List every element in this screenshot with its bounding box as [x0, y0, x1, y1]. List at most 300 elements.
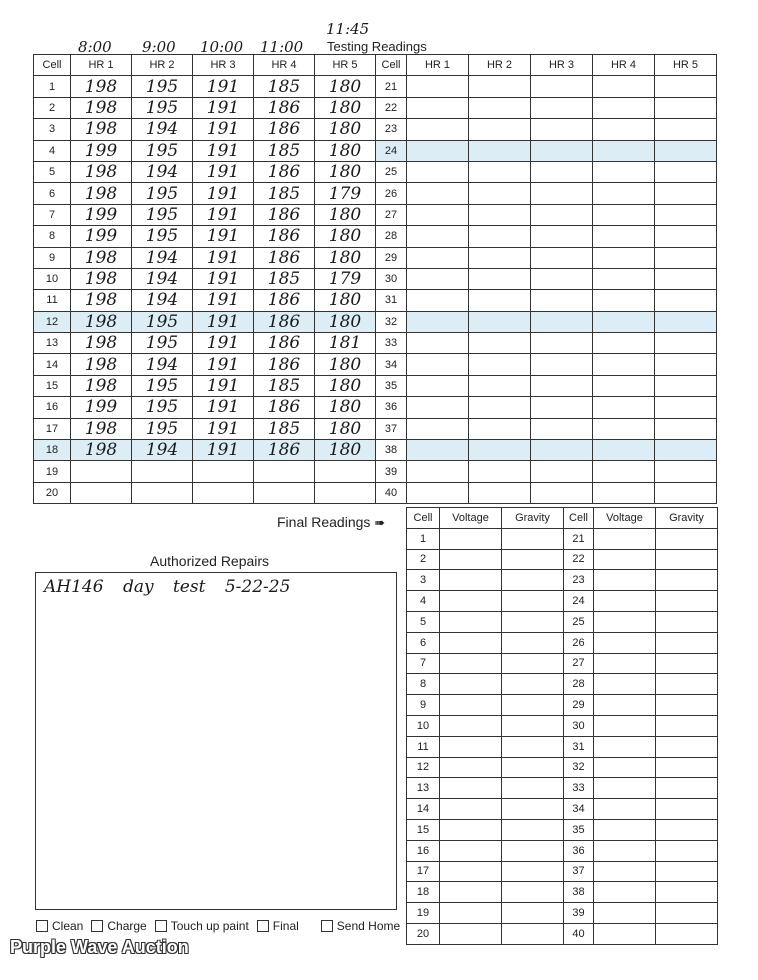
reading-value[interactable] [593, 333, 655, 354]
reading-value[interactable]: 180 [315, 290, 376, 311]
reading-value[interactable] [593, 375, 655, 396]
reading-value[interactable] [407, 354, 469, 375]
gravity-value[interactable] [502, 923, 564, 944]
cell-number: 12 [34, 311, 71, 332]
reading-value[interactable] [655, 97, 717, 118]
gravity-value[interactable] [656, 840, 718, 861]
reading-value[interactable] [407, 397, 469, 418]
reading-value[interactable] [593, 119, 655, 140]
reading-value[interactable] [655, 375, 717, 396]
reading-value[interactable]: 185 [254, 76, 315, 97]
reading-value[interactable]: 198 [71, 333, 132, 354]
reading-value[interactable] [593, 97, 655, 118]
cell-number: 2 [407, 549, 440, 570]
reading-value[interactable] [593, 247, 655, 268]
reading-value[interactable] [407, 482, 469, 503]
reading-value[interactable] [407, 268, 469, 289]
reading-value[interactable] [531, 204, 593, 225]
reading-value[interactable] [254, 461, 315, 482]
reading-value[interactable] [531, 119, 593, 140]
time-label-4: 11:00 [260, 38, 304, 56]
voltage-value[interactable] [594, 715, 656, 736]
reading-value[interactable] [593, 354, 655, 375]
gravity-value[interactable] [656, 778, 718, 799]
reading-value[interactable]: 195 [132, 418, 193, 439]
reading-value[interactable]: 186 [254, 97, 315, 118]
gravity-value[interactable] [502, 591, 564, 612]
reading-value[interactable] [593, 204, 655, 225]
reading-value[interactable]: 191 [193, 76, 254, 97]
gravity-value[interactable] [502, 611, 564, 632]
reading-value[interactable]: 191 [193, 440, 254, 461]
voltage-value[interactable] [594, 799, 656, 820]
reading-value[interactable] [469, 161, 531, 182]
reading-value[interactable] [655, 226, 717, 247]
reading-value[interactable]: 191 [193, 418, 254, 439]
reading-value[interactable] [469, 482, 531, 503]
reading-value[interactable]: 198 [71, 161, 132, 182]
voltage-value[interactable] [594, 757, 656, 778]
gravity-value[interactable] [656, 736, 718, 757]
reading-value[interactable] [407, 418, 469, 439]
reading-value[interactable] [469, 397, 531, 418]
gravity-value[interactable] [502, 570, 564, 591]
voltage-value[interactable] [440, 861, 502, 882]
reading-value[interactable] [593, 311, 655, 332]
reading-value[interactable] [407, 76, 469, 97]
reading-value[interactable]: 198 [71, 290, 132, 311]
reading-value[interactable]: 180 [315, 354, 376, 375]
reading-value[interactable]: 198 [71, 268, 132, 289]
reading-value[interactable]: 180 [315, 140, 376, 161]
reading-value[interactable] [593, 268, 655, 289]
reading-value[interactable] [71, 461, 132, 482]
voltage-value[interactable] [440, 632, 502, 653]
cell-number: 20 [407, 923, 440, 944]
gravity-value[interactable] [502, 549, 564, 570]
reading-value[interactable] [407, 140, 469, 161]
reading-value[interactable]: 194 [132, 161, 193, 182]
gravity-value[interactable] [656, 695, 718, 716]
reading-value[interactable]: 191 [193, 140, 254, 161]
voltage-value[interactable] [440, 674, 502, 695]
reading-value[interactable] [531, 482, 593, 503]
gravity-value[interactable] [656, 819, 718, 840]
reading-value[interactable] [407, 97, 469, 118]
reading-value[interactable] [531, 397, 593, 418]
reading-value[interactable] [655, 268, 717, 289]
voltage-value[interactable] [440, 611, 502, 632]
reading-value[interactable]: 199 [71, 397, 132, 418]
voltage-value[interactable] [594, 528, 656, 549]
reading-value[interactable] [531, 354, 593, 375]
table-row [34, 482, 717, 503]
reading-value[interactable]: 194 [132, 354, 193, 375]
reading-value[interactable] [469, 418, 531, 439]
cell-number: 5 [34, 161, 71, 182]
reading-value[interactable]: 198 [71, 311, 132, 332]
checkbox-icon[interactable] [321, 920, 333, 932]
reading-value[interactable]: 198 [71, 418, 132, 439]
voltage-value[interactable] [440, 840, 502, 861]
gravity-value[interactable] [502, 799, 564, 820]
gravity-value[interactable] [656, 882, 718, 903]
gravity-value[interactable] [502, 778, 564, 799]
reading-value[interactable] [407, 247, 469, 268]
voltage-value[interactable] [594, 674, 656, 695]
reading-value[interactable]: 191 [193, 247, 254, 268]
reading-value[interactable]: 198 [71, 375, 132, 396]
reading-value[interactable]: 195 [132, 375, 193, 396]
voltage-value[interactable] [440, 591, 502, 612]
voltage-value[interactable] [440, 549, 502, 570]
reading-value[interactable]: 180 [315, 226, 376, 247]
reading-value[interactable]: 198 [71, 97, 132, 118]
reading-value[interactable] [469, 268, 531, 289]
reading-value[interactable]: 191 [193, 268, 254, 289]
reading-value[interactable]: 198 [71, 354, 132, 375]
reading-value[interactable] [407, 226, 469, 247]
gravity-value[interactable] [502, 674, 564, 695]
reading-value[interactable]: 194 [132, 247, 193, 268]
voltage-value[interactable] [440, 799, 502, 820]
reading-value[interactable] [593, 482, 655, 503]
reading-value[interactable] [407, 119, 469, 140]
reading-value[interactable]: 194 [132, 440, 193, 461]
reading-value[interactable]: 186 [254, 204, 315, 225]
reading-value[interactable] [655, 333, 717, 354]
reading-value[interactable]: 186 [254, 311, 315, 332]
reading-value[interactable] [655, 140, 717, 161]
voltage-value[interactable] [594, 549, 656, 570]
reading-value[interactable]: 198 [71, 76, 132, 97]
reading-value[interactable] [655, 247, 717, 268]
reading-value[interactable]: 195 [132, 183, 193, 204]
reading-value[interactable] [469, 119, 531, 140]
gravity-value[interactable] [502, 840, 564, 861]
reading-value[interactable] [531, 268, 593, 289]
voltage-value[interactable] [594, 570, 656, 591]
gravity-value[interactable] [502, 861, 564, 882]
reading-value[interactable]: 191 [193, 375, 254, 396]
reading-value[interactable]: 194 [132, 290, 193, 311]
gravity-value[interactable] [656, 923, 718, 944]
reading-value[interactable] [469, 354, 531, 375]
voltage-value[interactable] [440, 695, 502, 716]
gravity-value[interactable] [656, 653, 718, 674]
reading-value[interactable] [254, 482, 315, 503]
gravity-value[interactable] [656, 715, 718, 736]
reading-value[interactable]: 180 [315, 397, 376, 418]
reading-value[interactable] [407, 311, 469, 332]
reading-value[interactable]: 198 [71, 119, 132, 140]
checkbox-icon[interactable] [91, 920, 103, 932]
reading-value[interactable] [655, 397, 717, 418]
reading-value[interactable] [531, 333, 593, 354]
gravity-value[interactable] [656, 528, 718, 549]
reading-value[interactable]: 186 [254, 440, 315, 461]
reading-value[interactable]: 185 [254, 375, 315, 396]
reading-value[interactable] [593, 161, 655, 182]
reading-value[interactable]: 186 [254, 226, 315, 247]
gravity-value[interactable] [502, 695, 564, 716]
voltage-value[interactable] [594, 819, 656, 840]
reading-value[interactable] [531, 226, 593, 247]
reading-value[interactable]: 179 [315, 268, 376, 289]
reading-value[interactable] [531, 76, 593, 97]
reading-value[interactable] [469, 440, 531, 461]
reading-value[interactable]: 180 [315, 440, 376, 461]
reading-value[interactable] [593, 290, 655, 311]
voltage-value[interactable] [594, 840, 656, 861]
voltage-value[interactable] [440, 736, 502, 757]
reading-value[interactable] [531, 461, 593, 482]
voltage-value[interactable] [440, 882, 502, 903]
reading-value[interactable]: 198 [71, 247, 132, 268]
reading-value[interactable] [407, 333, 469, 354]
gravity-value[interactable] [502, 819, 564, 840]
reading-value[interactable]: 180 [315, 161, 376, 182]
reading-value[interactable] [469, 226, 531, 247]
reading-value[interactable]: 186 [254, 290, 315, 311]
reading-value[interactable] [593, 76, 655, 97]
checkbox-touch-up-paint[interactable] [155, 919, 249, 933]
voltage-value[interactable] [440, 819, 502, 840]
voltage-value[interactable] [440, 923, 502, 944]
gravity-value[interactable] [502, 715, 564, 736]
reading-value[interactable] [407, 161, 469, 182]
gravity-value[interactable] [502, 528, 564, 549]
reading-value[interactable] [469, 461, 531, 482]
voltage-value[interactable] [440, 715, 502, 736]
reading-value[interactable]: 191 [193, 354, 254, 375]
voltage-value[interactable] [594, 903, 656, 924]
reading-value[interactable]: 179 [315, 183, 376, 204]
reading-value[interactable]: 191 [193, 397, 254, 418]
reading-value[interactable]: 199 [71, 226, 132, 247]
reading-value[interactable] [469, 333, 531, 354]
voltage-value[interactable] [440, 570, 502, 591]
table-row [407, 840, 718, 861]
voltage-value[interactable] [594, 632, 656, 653]
reading-value[interactable]: 191 [193, 97, 254, 118]
reading-value[interactable] [469, 247, 531, 268]
reading-value[interactable]: 186 [254, 354, 315, 375]
reading-value[interactable] [469, 140, 531, 161]
reading-value[interactable] [469, 204, 531, 225]
reading-value[interactable]: 194 [132, 268, 193, 289]
reading-value[interactable] [531, 440, 593, 461]
reading-value[interactable] [407, 204, 469, 225]
reading-value[interactable]: 191 [193, 333, 254, 354]
reading-value[interactable] [407, 461, 469, 482]
reading-value[interactable] [655, 183, 717, 204]
reading-value[interactable] [315, 461, 376, 482]
authorized-repairs-box[interactable] [35, 572, 397, 910]
reading-value[interactable]: 195 [132, 97, 193, 118]
gravity-value[interactable] [656, 591, 718, 612]
gravity-value[interactable] [502, 653, 564, 674]
reading-value[interactable] [132, 461, 193, 482]
voltage-value[interactable] [594, 778, 656, 799]
reading-value[interactable] [655, 354, 717, 375]
reading-value[interactable] [531, 183, 593, 204]
reading-value[interactable] [469, 311, 531, 332]
reading-value[interactable]: 181 [315, 333, 376, 354]
gravity-value[interactable] [656, 861, 718, 882]
gravity-value[interactable] [502, 903, 564, 924]
reading-value[interactable]: 195 [132, 226, 193, 247]
voltage-value[interactable] [594, 611, 656, 632]
voltage-value[interactable] [594, 923, 656, 944]
reading-value[interactable] [193, 482, 254, 503]
reading-value[interactable]: 180 [315, 375, 376, 396]
checkbox-clean[interactable] [36, 919, 83, 933]
gravity-value[interactable] [656, 674, 718, 695]
voltage-value[interactable] [440, 653, 502, 674]
reading-value[interactable] [531, 161, 593, 182]
gravity-value[interactable] [502, 757, 564, 778]
reading-value[interactable]: 186 [254, 333, 315, 354]
gravity-value[interactable] [656, 549, 718, 570]
checkbox-icon[interactable] [36, 920, 48, 932]
reading-value[interactable]: 185 [254, 268, 315, 289]
reading-value[interactable]: 195 [132, 397, 193, 418]
reading-value[interactable] [655, 418, 717, 439]
reading-value[interactable] [531, 290, 593, 311]
reading-value[interactable]: 191 [193, 311, 254, 332]
gravity-value[interactable] [656, 903, 718, 924]
checkbox-final[interactable] [257, 919, 299, 933]
reading-value[interactable] [531, 375, 593, 396]
reading-value[interactable] [469, 375, 531, 396]
reading-value[interactable]: 191 [193, 119, 254, 140]
reading-value[interactable]: 186 [254, 161, 315, 182]
reading-value[interactable] [655, 76, 717, 97]
checkbox-icon[interactable] [155, 920, 167, 932]
reading-value[interactable] [655, 290, 717, 311]
reading-value[interactable]: 195 [132, 76, 193, 97]
reading-value[interactable]: 185 [254, 418, 315, 439]
reading-value[interactable] [531, 97, 593, 118]
reading-value[interactable]: 191 [193, 204, 254, 225]
reading-value[interactable]: 180 [315, 119, 376, 140]
gravity-value[interactable] [656, 799, 718, 820]
reading-value[interactable]: 195 [132, 204, 193, 225]
reading-value[interactable]: 199 [71, 140, 132, 161]
gravity-value[interactable] [656, 632, 718, 653]
checkbox-charge[interactable] [91, 919, 146, 933]
reading-value[interactable]: 195 [132, 333, 193, 354]
voltage-value[interactable] [440, 778, 502, 799]
reading-value[interactable]: 185 [254, 183, 315, 204]
reading-value[interactable] [531, 418, 593, 439]
gravity-value[interactable] [656, 611, 718, 632]
table-row [407, 695, 718, 716]
reading-value[interactable]: 195 [132, 140, 193, 161]
reading-value[interactable] [407, 375, 469, 396]
gravity-value[interactable] [656, 757, 718, 778]
reading-value[interactable]: 180 [315, 204, 376, 225]
reading-value[interactable]: 180 [315, 311, 376, 332]
reading-value[interactable]: 191 [193, 161, 254, 182]
reading-value[interactable] [655, 204, 717, 225]
reading-value[interactable]: 186 [254, 397, 315, 418]
voltage-value[interactable] [594, 695, 656, 716]
reading-value[interactable] [655, 119, 717, 140]
voltage-value[interactable] [440, 757, 502, 778]
reading-value[interactable] [593, 140, 655, 161]
gravity-value[interactable] [502, 882, 564, 903]
cell-number: 3 [34, 119, 71, 140]
reading-value[interactable] [469, 76, 531, 97]
reading-value[interactable]: 185 [254, 140, 315, 161]
reading-value[interactable]: 186 [254, 247, 315, 268]
voltage-value[interactable] [440, 903, 502, 924]
reading-value[interactable]: 194 [132, 119, 193, 140]
reading-value[interactable] [593, 440, 655, 461]
checkbox-send-home[interactable] [321, 919, 400, 933]
reading-value[interactable]: 199 [71, 204, 132, 225]
reading-value[interactable] [132, 482, 193, 503]
reading-value[interactable] [655, 440, 717, 461]
reading-value[interactable] [531, 247, 593, 268]
gravity-value[interactable] [502, 632, 564, 653]
gravity-value[interactable] [502, 736, 564, 757]
reading-value[interactable] [469, 290, 531, 311]
reading-value[interactable] [531, 311, 593, 332]
reading-value[interactable]: 198 [71, 440, 132, 461]
reading-value[interactable]: 180 [315, 76, 376, 97]
reading-value[interactable] [407, 440, 469, 461]
gravity-value[interactable] [656, 570, 718, 591]
reading-value[interactable] [593, 461, 655, 482]
reading-value[interactable] [193, 461, 254, 482]
reading-value[interactable] [315, 482, 376, 503]
voltage-value[interactable] [594, 882, 656, 903]
reading-value[interactable]: 180 [315, 418, 376, 439]
reading-value[interactable]: 180 [315, 247, 376, 268]
reading-value[interactable]: 180 [315, 97, 376, 118]
reading-value[interactable] [531, 140, 593, 161]
voltage-value[interactable] [594, 861, 656, 882]
reading-value[interactable]: 195 [132, 311, 193, 332]
reading-value[interactable] [593, 183, 655, 204]
reading-value[interactable] [469, 97, 531, 118]
reading-value[interactable] [593, 226, 655, 247]
reading-value[interactable]: 191 [193, 183, 254, 204]
reading-value[interactable] [407, 183, 469, 204]
reading-value[interactable] [407, 290, 469, 311]
voltage-value[interactable] [594, 591, 656, 612]
voltage-value[interactable] [594, 736, 656, 757]
reading-value[interactable] [593, 397, 655, 418]
reading-value[interactable]: 191 [193, 226, 254, 247]
reading-value[interactable] [469, 183, 531, 204]
reading-value[interactable]: 198 [71, 183, 132, 204]
voltage-value[interactable] [594, 653, 656, 674]
voltage-value[interactable] [440, 528, 502, 549]
reading-value[interactable] [71, 482, 132, 503]
reading-value[interactable]: 191 [193, 290, 254, 311]
checkbox-icon[interactable] [257, 920, 269, 932]
reading-value[interactable]: 186 [254, 119, 315, 140]
reading-value[interactable] [655, 161, 717, 182]
reading-value[interactable] [593, 418, 655, 439]
reading-value[interactable] [655, 482, 717, 503]
reading-value[interactable] [655, 311, 717, 332]
reading-value[interactable] [655, 461, 717, 482]
